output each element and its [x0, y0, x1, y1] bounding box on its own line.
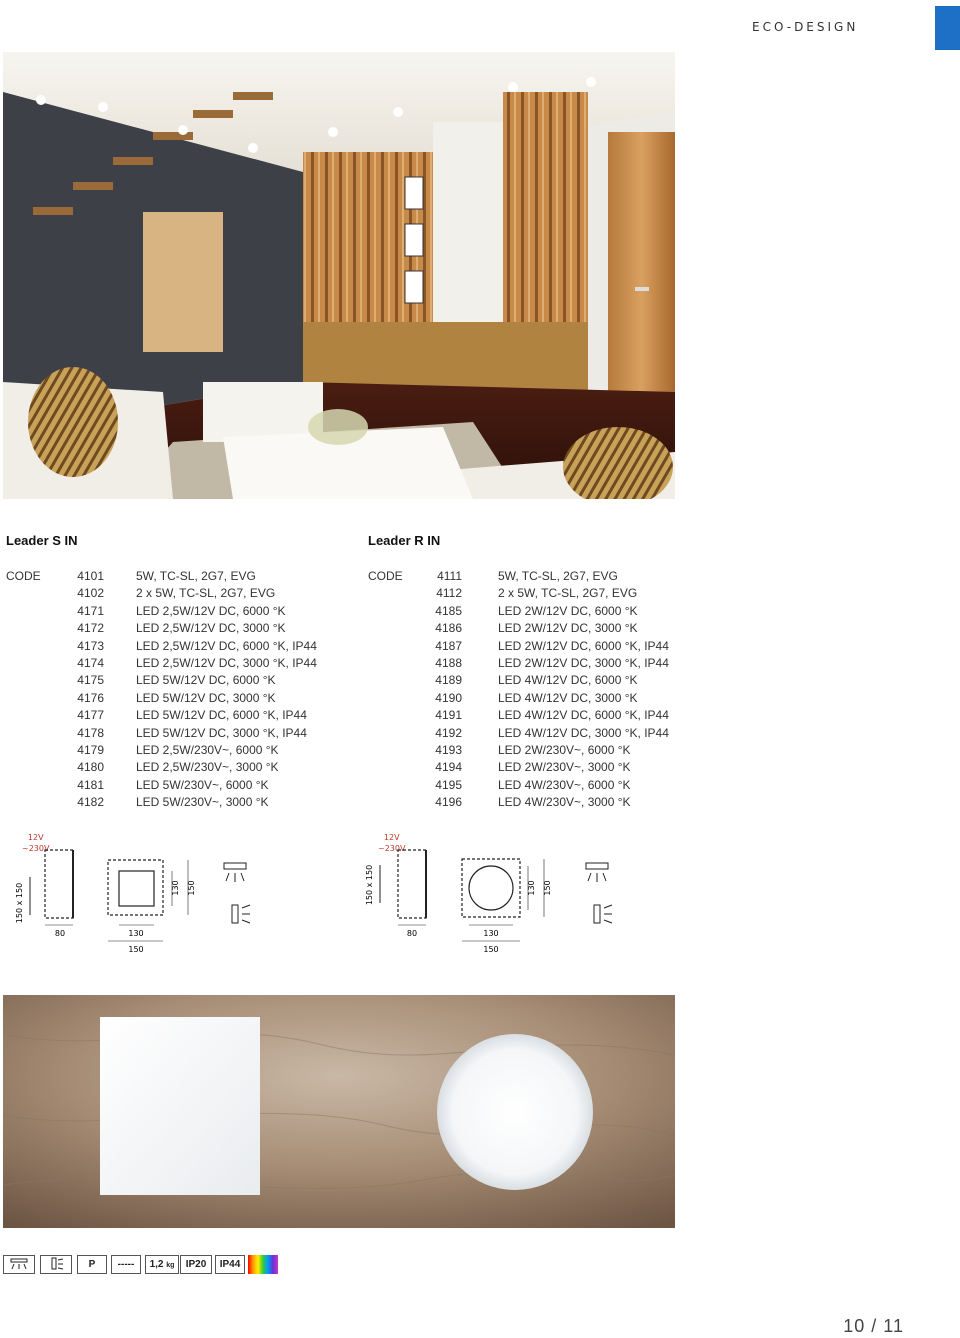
product-code: 4172	[77, 621, 104, 636]
product-spec: LED 2W/12V DC, 6000 °K	[498, 603, 638, 618]
product-code: 4182	[77, 795, 104, 810]
section-title-leader-s-in: Leader S IN	[6, 533, 78, 548]
inner-size-label: 130	[128, 929, 144, 938]
brand-logo: ECO-DESIGN	[752, 20, 859, 34]
voltage-12v: 12V	[383, 833, 400, 842]
product-spec: LED 5W/12V DC, 3000 °K, IP44	[136, 725, 307, 740]
inner-height-label: 130	[527, 880, 536, 896]
product-code: 4177	[77, 708, 104, 723]
product-spec: LED 2,5W/12V DC, 3000 °K, IP44	[136, 655, 317, 670]
product-spec: LED 2,5W/12V DC, 6000 °K, IP44	[136, 638, 317, 653]
brand-accent-square	[935, 6, 960, 50]
product-spec: LED 4W/230V~, 3000 °K	[498, 795, 631, 810]
product-code: 4185	[435, 603, 462, 618]
square-fixture	[100, 1017, 260, 1195]
product-code: 4193	[435, 742, 462, 757]
product-spec: LED 4W/12V DC, 6000 °K	[498, 673, 638, 688]
product-table-leader-r-in	[368, 568, 708, 818]
side-size-label: 150 x 150	[365, 864, 374, 906]
sidelight-icon	[594, 905, 612, 923]
product-code: 4112	[436, 586, 462, 601]
depth-label: 80	[406, 929, 418, 938]
product-code: 4178	[77, 725, 104, 740]
code-label: CODE	[368, 569, 403, 583]
product-code: 4194	[435, 760, 462, 775]
product-spec: LED 4W/12V DC, 3000 °K, IP44	[498, 725, 669, 740]
product-spec: 5W, TC-SL, 2G7, EVG	[498, 569, 618, 583]
voltage-230v: ~230V	[378, 844, 406, 853]
product-spec: 2 x 5W, TC-SL, 2G7, EVG	[498, 586, 638, 601]
product-code: 4188	[435, 655, 462, 670]
section-title-leader-r-in: Leader R IN	[368, 533, 441, 548]
weight-value: 1,2	[149, 1259, 164, 1270]
product-spec: LED 2W/12V DC, 6000 °K, IP44	[498, 638, 669, 653]
product-code: 4187	[435, 638, 462, 653]
downlight-icon	[586, 863, 608, 882]
downlight-icon	[224, 863, 246, 882]
product-code: 4191	[435, 708, 462, 723]
dimension-drawing-round	[360, 845, 630, 960]
product-spec: LED 5W/230V~, 6000 °K	[136, 777, 269, 792]
product-code: 4171	[77, 603, 104, 618]
code-label: CODE	[6, 569, 41, 583]
product-table-leader-s-in	[6, 568, 356, 818]
voltage-12v: 12V	[27, 833, 44, 842]
p-icon: P	[77, 1255, 107, 1274]
dashed-line-icon: -----	[111, 1255, 141, 1274]
page-number: 10 / 11	[843, 1316, 904, 1336]
product-spec: 5W, TC-SL, 2G7, EVG	[136, 569, 256, 583]
interior-photo	[3, 52, 675, 499]
product-code: 4186	[435, 621, 462, 636]
product-spec: LED 4W/12V DC, 6000 °K, IP44	[498, 708, 669, 723]
product-spec: LED 2,5W/230V~, 3000 °K	[136, 760, 279, 775]
side-size-label: 150 x 150	[15, 882, 24, 924]
weight-unit: kg	[166, 1262, 175, 1269]
code-column	[432, 568, 462, 811]
color-spectrum-icon	[248, 1255, 278, 1274]
ceiling-light-icon	[3, 1255, 35, 1274]
ip44-icon: IP44	[215, 1255, 245, 1274]
product-spec: LED 5W/230V~, 3000 °K	[136, 795, 269, 810]
outer-height-label: 150	[543, 880, 552, 896]
sidelight-icon	[232, 905, 250, 923]
product-spec: LED 5W/12V DC, 6000 °K, IP44	[136, 708, 307, 723]
weight-icon	[145, 1255, 179, 1274]
outer-size-label: 150	[483, 945, 499, 954]
product-code: 4196	[435, 795, 462, 810]
product-spec: LED 2,5W/12V DC, 3000 °K	[136, 621, 286, 636]
product-code: 4111	[437, 569, 462, 583]
product-spec: LED 2,5W/12V DC, 6000 °K	[136, 603, 286, 618]
product-code: 4195	[435, 777, 462, 792]
code-column	[74, 568, 104, 811]
voltage-230v: ~230V	[22, 844, 50, 853]
spec-column	[498, 568, 669, 811]
depth-label: 80	[54, 929, 66, 938]
product-code: 4192	[435, 725, 462, 740]
spec-column	[136, 568, 317, 811]
product-code: 4175	[77, 673, 104, 688]
product-code: 4180	[77, 760, 104, 775]
product-spec: LED 4W/12V DC, 3000 °K	[498, 690, 638, 705]
round-fixture	[437, 1034, 593, 1190]
product-spec: LED 2W/12V DC, 3000 °K	[498, 621, 638, 636]
inner-height-label: 130	[171, 880, 180, 896]
product-spec: LED 5W/12V DC, 3000 °K	[136, 690, 276, 705]
product-spec: LED 2W/230V~, 3000 °K	[498, 760, 631, 775]
dimension-drawing-square	[0, 845, 270, 960]
product-code: 4181	[77, 777, 104, 792]
product-spec: LED 2,5W/230V~, 6000 °K	[136, 742, 279, 757]
wall-fixtures-photo	[3, 995, 675, 1228]
product-code: 4173	[77, 638, 104, 653]
wall-light-icon	[40, 1255, 72, 1274]
product-spec: 2 x 5W, TC-SL, 2G7, EVG	[136, 586, 276, 601]
inner-size-label: 130	[483, 929, 499, 938]
product-spec: LED 2W/12V DC, 3000 °K, IP44	[498, 655, 669, 670]
product-code: 4190	[435, 690, 462, 705]
product-code: 4189	[435, 673, 462, 688]
product-code: 4102	[77, 586, 104, 601]
product-spec: LED 4W/230V~, 6000 °K	[498, 777, 631, 792]
outer-height-label: 150	[187, 880, 196, 896]
product-spec: LED 2W/230V~, 6000 °K	[498, 742, 631, 757]
outer-size-label: 150	[128, 945, 144, 954]
product-code: 4176	[77, 690, 104, 705]
product-spec: LED 5W/12V DC, 6000 °K	[136, 673, 276, 688]
product-code: 4174	[77, 655, 104, 670]
ip20-icon: IP20	[180, 1255, 212, 1274]
product-code: 4101	[77, 569, 104, 583]
product-code: 4179	[77, 742, 104, 757]
